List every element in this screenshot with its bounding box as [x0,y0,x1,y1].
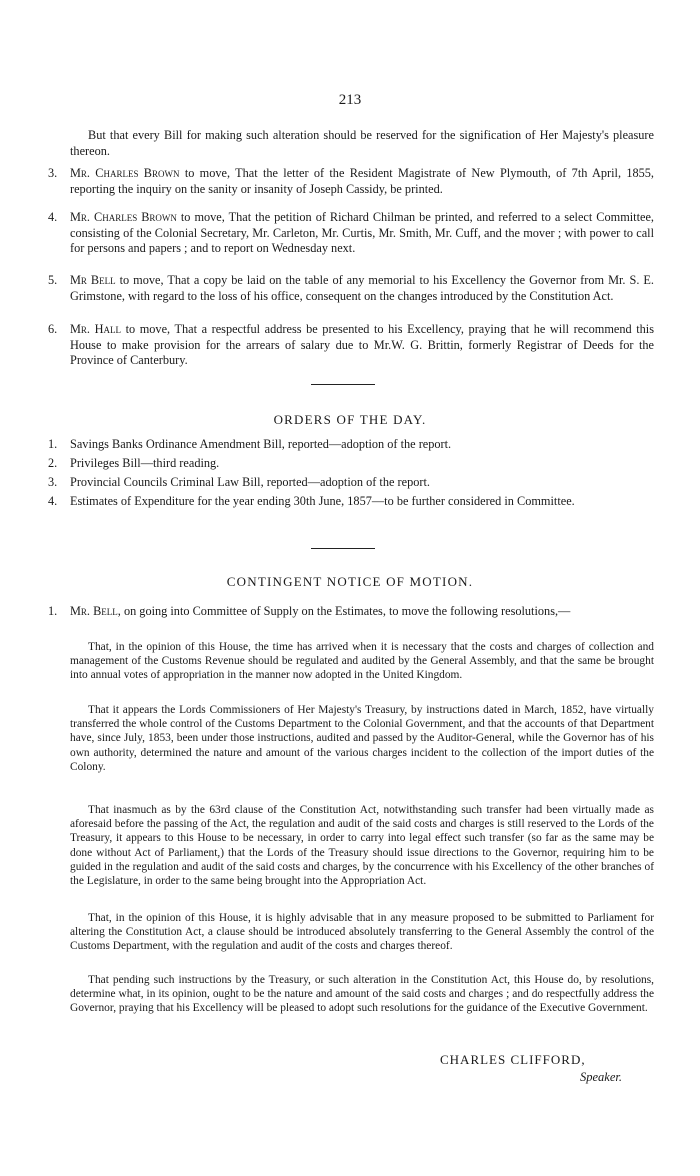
notice-text: to move, That a copy be laid on the table of any memorial to his Excellency the Governor from Mr. S. E. Grimstone, with regard to the loss of his office, consequent on the changes introduced by the Constitution Act. [70,273,654,303]
notice-item [48,273,654,304]
resolution-text: That, in the opinion of this House, the time has arrived when it is necessary that the costs and charges of collection and management of the Customs Revenue should be regulated and audited by the General Assembly, and that the same be brought into annual votes of appropriation in the manner now adopted in the United Kingdom. [70,641,654,682]
notice-item [48,166,654,197]
order-number: 1. [48,437,58,451]
order-number: 3. [48,475,58,489]
notice-mover: Mr. Hall [70,322,121,336]
notice-item [48,322,654,369]
orders-heading: ORDERS OF THE DAY. [273,412,427,427]
signature-name: CHARLES CLIFFORD, [440,1052,586,1067]
order-text: Savings Banks Ordinance Amendment Bill, reported—adoption of the report. [70,437,452,451]
contingent-item [48,604,654,620]
notice-text: to move, That the petition of Richard Chilman be printed, and referred to a select Committee, consisting of the Colonial Secretary, Mr. Carleton, Mr. Curtis, Mr. Smith, Mr. Cuff, and the mover ; with power to call for persons and papers ; and to report on Wednesday next. [70,210,655,256]
notice-text: to move, That the letter of the Resident Magistrate of New Plymouth, of 7th April, 1855, reporting the inquiry on the sanity or insanity of Joseph Cassidy, be printed. [70,166,655,196]
resolution-text: That, in the opinion of this House, it is highly advisable that in any measure proposed to be submitted to Parliament for altering the Constitution Act, a clause should be introduced absolutely transferring to the General Assembly the control of the Customs Department, with the regulation and audit of the costs and charges thereof. [70,912,654,953]
notice-number: 5. [48,273,58,287]
notice-mover: Mr. Charles Brown [70,166,180,180]
order-text: Privileges Bill—third reading. [70,456,220,470]
resolution-text: That it appears the Lords Commissioners of Her Majesty's Treasury, by instructions dated in March, 1852, have virtually transferred the whole control of the Customs Department to the Colonial Government, and that the accounts of that Department have, since July, 1853, been under those instructions, audited and passed by the Auditor-General, while the Governor has of his own authority, determined the nature and amount of the various charges incident to the collection of the import duties of the Colony. [70,704,654,773]
notice-number: 3. [48,166,58,180]
continuation-paragraph [48,128,654,159]
order-text: Estimates of Expenditure for the year ending 30th June, 1857—to be further considered in Committee. [70,494,575,508]
order-item [48,475,654,491]
resolution-paragraph [70,973,654,1016]
page-number: 213 [338,92,362,108]
resolution-paragraph [70,640,654,683]
order-number: 4. [48,494,58,508]
notice-text: But that every Bill for making such alteration should be reserved for the signification of Her Majesty's pleasure thereon. [70,128,654,158]
order-item [48,437,654,453]
resolution-text: That inasmuch as by the 63rd clause of the Constitution Act, notwithstanding such transfer had been virtually made as aforesaid before the passing of the Act, the regulation and audit of the said costs and charges is still reserved to the Lords of the Treasury, it appears to this House to be necessary, in order to carry into legal effect such transfer (so far as the same may be done without Act of Parliament,) that the Lords of the Treasury should issue directions to the Governor, requiring him to be guided in the regulation and audit of the said costs and charges, by the concurrence with his Excellency of the other branches of the Legislature, in order to the same being brought into the Appropriation Act. [70,804,654,888]
notice-item [48,210,654,257]
notice-mover: Mr. Charles Brown [70,210,177,224]
resolution-paragraph [70,911,654,954]
notice-number: 4. [48,210,58,224]
resolution-paragraph [70,803,654,888]
contingent-mover: Mr. Bell, [70,604,121,618]
contingent-number: 1. [48,604,58,618]
resolution-paragraph [70,703,654,774]
notice-number: 6. [48,322,58,336]
section-divider [311,384,375,385]
section-divider [311,548,375,549]
order-text: Provincial Councils Criminal Law Bill, reported—adoption of the report. [70,475,430,489]
contingent-heading: CONTINGENT NOTICE OF MOTION. [226,574,474,589]
order-item [48,456,654,472]
order-number: 2. [48,456,58,470]
signature-title: Speaker. [580,1070,622,1084]
resolution-text: That pending such instructions by the Treasury, or such alteration in the Constitution Act, this House do, by resolutions, determine what, in its opinion, ought to be the nature and amount of the said costs and charges ; and do respectfully address the Governor, praying that his Excellency will be pleased to adopt such resolutions for the guidance of the Executive Government. [70,974,654,1015]
notice-text: to move, That a respectful address be presented to his Excellency, praying that he will recommend this House to make provision for the arrears of salary due to Mr.W. G. Brittin, formerly Registrar of Deeds for the Province of Canterbury. [70,322,655,368]
order-item [48,494,654,510]
notice-mover: Mr Bell [70,273,116,287]
contingent-intro: on going into Committee of Supply on the Estimates, to move the following resolutions,— [123,604,571,618]
